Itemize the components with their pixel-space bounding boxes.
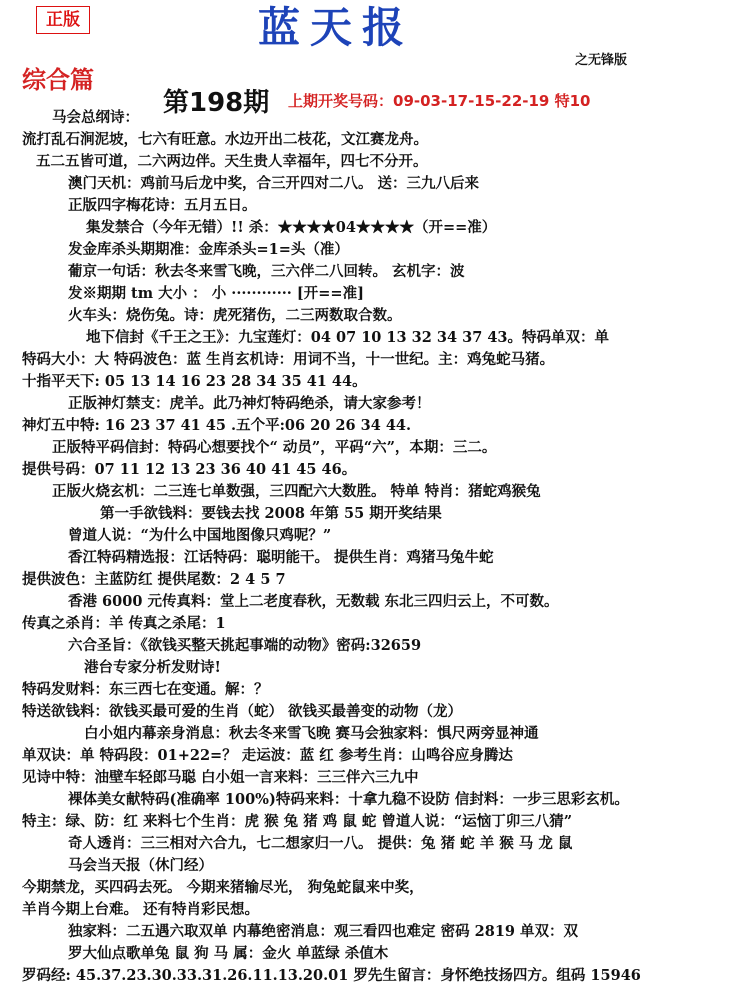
text-line: 独家料：二五遇六取双单 内幕绝密消息：观三看四也难定 密码 2819 单双：双 — [68, 923, 579, 940]
text-line: 五二五皆可道，二六两边伴。天生贵人幸福年，四七不分开。 — [36, 153, 428, 170]
text-line: 集发禁合（今年无错）!! 杀：★★★★04★★★★（开==准） — [86, 219, 497, 236]
text-line: 特码发财料：东三西七在变通。解：？ — [22, 681, 269, 698]
text-line: 火车头：烧伤兔。诗：虎死猪伤，二三两数取合数。 — [68, 307, 402, 324]
text-line: 罗码经: 45.37.23.30.33.31.26.11.13.20.01 罗先生留言：身怀绝技扬四方。组码 15946 — [22, 967, 641, 984]
text-line: 见诗中特：油壁车轻郎马聪 白小姐一言来料：三三伴六三九中 — [22, 769, 419, 786]
text-line: 特码大小：大 特码波色：蓝 生肖玄机诗：用词不当，十一世纪。主：鸡兔蛇马猪。 — [22, 351, 555, 368]
text-line: 港台专家分析发财诗! — [84, 659, 221, 676]
text-line: 正版火烧玄机：二三连七单数强，三四配六大数胜。 特单 特肖：猪蛇鸡猴兔 — [52, 483, 541, 500]
text-line: 香港 6000 元传真料：堂上二老度春秋，无数载 东北三四归云上，不可数。 — [68, 593, 559, 610]
text-line: 发金库杀头期期准：金库杀头=1=头（准） — [68, 241, 349, 258]
text-line: 葡京一句话：秋去冬来雪飞晚，三六伴二八回转。 玄机字：波 — [68, 263, 465, 280]
text-line: 特主：绿、防：红 来料七个生肖：虎 猴 兔 猪 鸡 鼠 蛇 曾道人说：“运恼丁卯三八猜” — [22, 813, 573, 830]
text-line: 澳门天机：鸡前马后龙中奖，合三开四对二八。 送：三九八后来 — [68, 175, 480, 192]
edition-label: 之无锋版 — [575, 53, 628, 68]
text-line: 香江特码精选报：江话特码：聪明能干。 提供生肖：鸡猪马兔牛蛇 — [68, 549, 494, 566]
text-line: 马会当天报（休门经） — [68, 857, 213, 874]
text-line: 正版四字梅花诗：五月五日。 — [68, 197, 257, 214]
text-line: 提供号码：07 11 12 13 23 36 40 41 45 46。 — [22, 461, 357, 478]
text-line: 今期禁龙，买四码去死。 今期来猪输尽光， 狗兔蛇鼠来中奖， — [22, 879, 424, 896]
text-line: 特送欲钱料：欲钱买最可爱的生肖（蛇） 欲钱买最善变的动物（龙） — [22, 703, 463, 720]
text-line: 地下信封《千王之王》：九宝莲灯：04 07 10 13 32 34 37 43。特码单双：单 — [86, 329, 610, 346]
text-line: 神灯五中特: 16 23 37 41 45 .五个平:06 20 26 34 44. — [22, 417, 412, 434]
text-line: 发※期期 tm 大小 ： 小 ············ [开==准] — [68, 285, 364, 302]
text-line: 单双诀：单 特码段：01+22=？ 走运波：蓝 红 参考生肖：山鸣谷应身腾达 — [22, 747, 513, 764]
section-title: 综合篇 — [22, 65, 94, 94]
edition-badge: 正版 — [36, 6, 90, 34]
text-line: 羊肖今期上台难。 还有特肖彩民想。 — [22, 901, 260, 918]
text-line: 提供波色：主蓝防红 提供尾数：2 4 5 7 — [22, 571, 286, 588]
text-line: 传真之杀肖：羊 传真之杀尾：1 — [22, 615, 226, 632]
issue-number: 第198期 — [163, 88, 270, 118]
text-line: 曾道人说：“为什么中国地图像只鸡呢？” — [68, 527, 332, 544]
text-line: 奇人透肖：三三相对六合九，七二想家归一八。 提供：兔 猪 蛇 羊 猴 马 龙 鼠 — [68, 835, 573, 852]
text-line: 罗大仙点歌单兔 鼠 狗 马 属：金火 单蓝绿 杀值木 — [68, 945, 389, 962]
last-draw-numbers: 上期开奖号码：09-03-17-15-22-19 特10 — [288, 92, 591, 110]
text-line: 十指平天下: 05 13 14 16 23 28 34 35 41 44。 — [22, 373, 367, 390]
text-line: 马会总纲诗： — [52, 109, 139, 126]
text-line: 裸体美女献特码(准确率 100%)特码来料：十拿九稳不设防 信封料：一步三思彩玄机。 — [68, 791, 629, 808]
text-line: 白小姐内幕亲身消息：秋去冬来雪飞晚 赛马会独家料：惧尺两旁显神通 — [84, 725, 539, 742]
text-line: 正版特平码信封：特码心想要找个“ 动员”，平码“六”，本期：三二。 — [52, 439, 497, 456]
text-line: 正版神灯禁支：虎羊。此乃神灯特码绝杀，请大家参考！ — [68, 395, 431, 412]
text-line: 六合圣旨：《欲钱买整天挑起事端的动物》密码:32659 — [68, 637, 422, 654]
text-line: 第一手欲钱料：要钱去找 2008 年第 55 期开奖结果 — [100, 505, 442, 522]
text-line: 流打乱石涧泥坡，七六有旺意。水边开出二枝花，文江赛龙舟。 — [22, 131, 428, 148]
masthead-title: 蓝天报 — [258, 3, 415, 52]
